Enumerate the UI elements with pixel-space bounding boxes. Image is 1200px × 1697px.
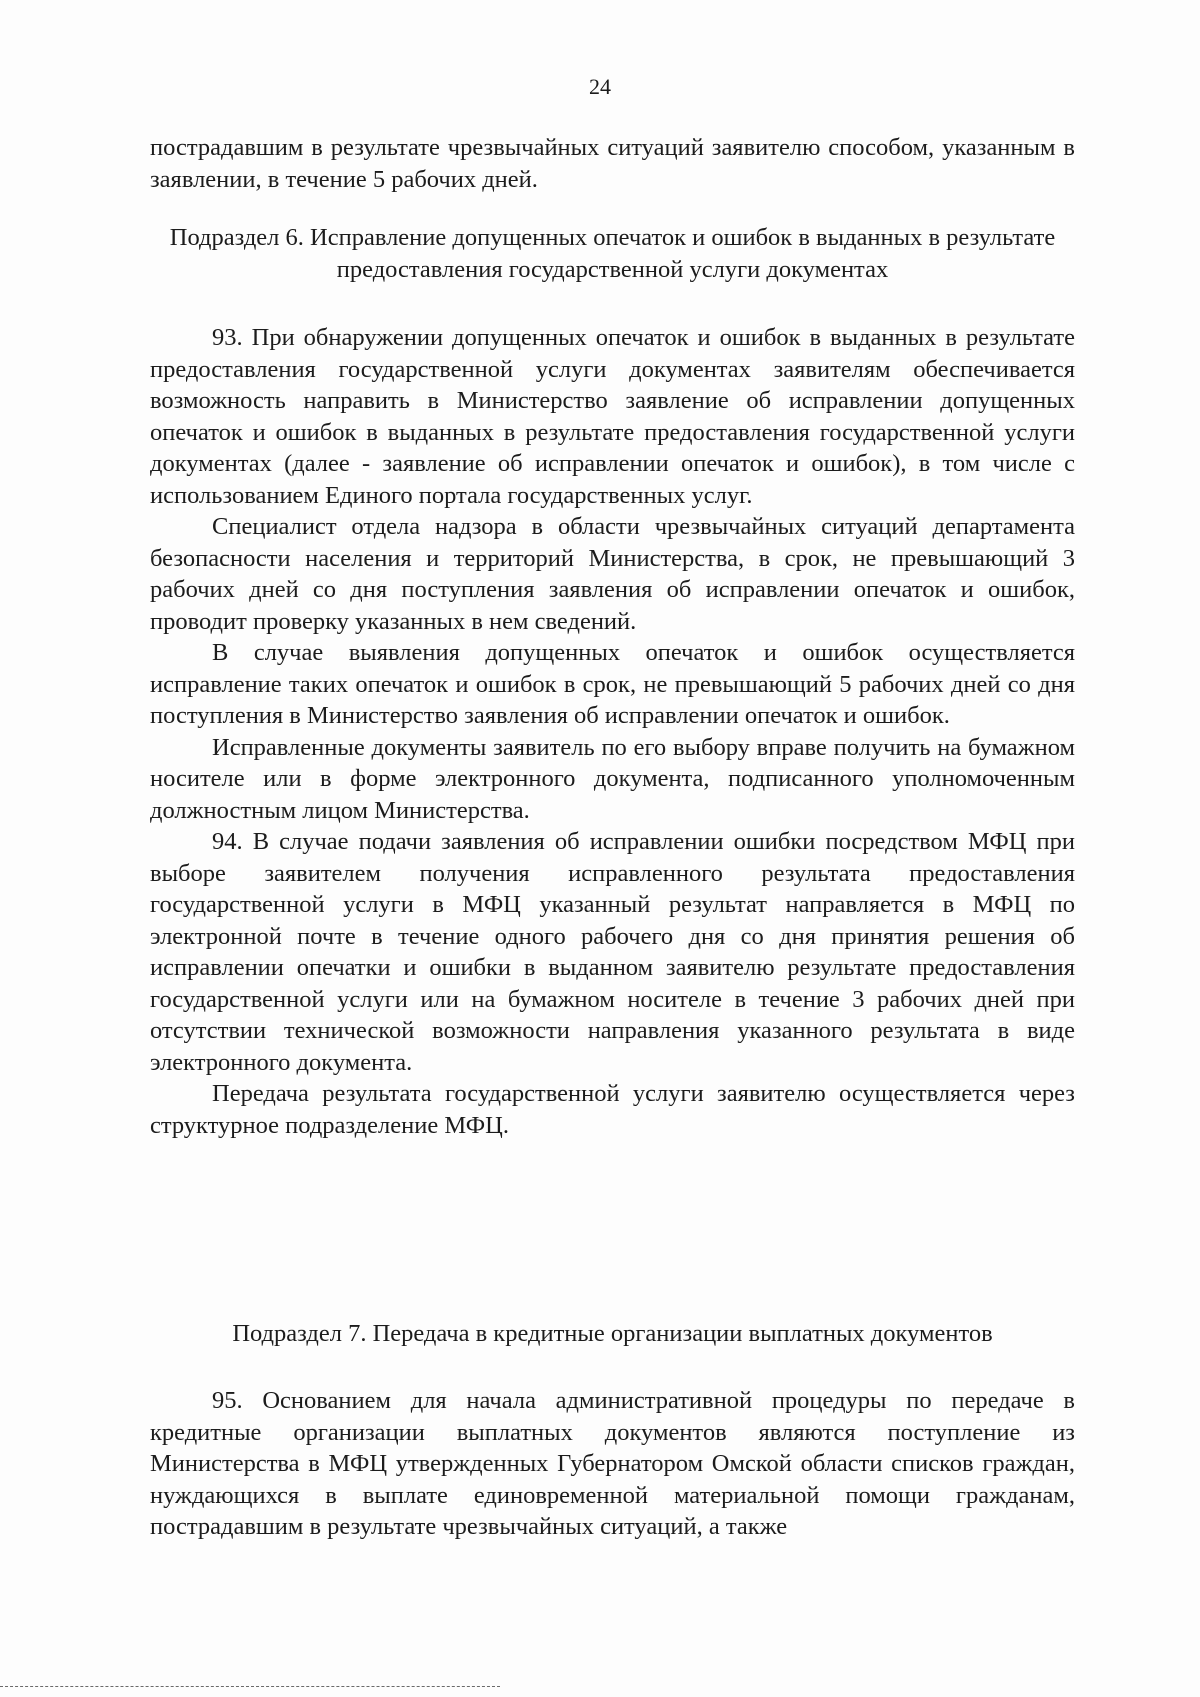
subsection-7-heading-block xyxy=(150,1318,1075,1350)
paragraph-95: 95. Основанием для начала административной процедуры по передаче в кредитные организации выплатных документов являются поступление из Министерства в МФЦ утвержденных Губернатором Омской области списков граждан, нуждающихся в выплате единовременной материальной помощи гражданам, пострадавшим в результате чрезвычайных ситуаций, а также xyxy=(150,1387,1075,1540)
subsection-7-body xyxy=(150,1385,1075,1543)
subsection-7-title: Подраздел 7. Передача в кредитные организации выплатных документов xyxy=(232,1320,993,1347)
paragraph-correction: В случае выявления допущенных опечаток и ошибок осуществляется исправление таких опечаток и ошибок в срок, не превышающий 5 рабочих дней со дня поступления в Министерство заявления об исправлении опечаток и ошибок. xyxy=(150,639,1075,729)
page-number: 24 xyxy=(589,74,611,99)
paragraph-specialist: Специалист отдела надзора в области чрезвычайных ситуаций департамента безопасности населения и территорий Министерства, в срок, не превышающий 3 рабочих дней со дня поступления заявления об исправлении опечаток и ошибок, проводит проверку указанных в нем сведений. xyxy=(150,513,1075,635)
subsection-6-title: Подраздел 6. Исправление допущенных опечаток и ошибок в выданных в результате предоставления государственной услуги документах xyxy=(169,224,1056,283)
paragraph-transfer: Передача результата государственной услуги заявителю осуществляется через структурное подразделение МФЦ. xyxy=(150,1080,1075,1139)
subsection-6-body xyxy=(150,322,1075,1141)
paragraph-93: 93. При обнаружении допущенных опечаток и ошибок в выданных в результате предоставления государственной услуги документах заявителям обеспечивается возможность направить в Министерство заявление об исправлении допущенных опечаток и ошибок в выданных в результате предоставления государственной услуги документах (далее - заявление об исправлении опечаток и ошибок), в том числе с использованием Единого портала государственных услуг. xyxy=(150,324,1075,509)
continuation-block xyxy=(150,132,1075,195)
paragraph-corrected-documents: Исправленные документы заявитель по его выбору вправе получить на бумажном носителе или в форме электронного документа, подписанного уполномоченным должностным лицом Министерства. xyxy=(150,733,1075,824)
continuation-paragraph: пострадавшим в результате чрезвычайных ситуаций заявителю способом, указанным в заявлении, в течение 5 рабочих дней. xyxy=(150,134,1075,193)
footer-separator-line xyxy=(0,1686,500,1687)
paragraph-94: 94. В случае подачи заявления об исправлении ошибки посредством МФЦ при выборе заявителем получения исправленного результата предоставления государственной услуги в МФЦ указанный результат направляется в МФЦ по электронной почте в течение одного рабочего дня со дня принятия решения об исправлении опечатки и ошибки в выданном заявителю результате предоставления государственной услуги или на бумажном носителе в течение 3 рабочих дней при отсутствии технической возможности направления указанного результата в виде электронного документа. xyxy=(150,828,1075,1076)
subsection-6-heading-block xyxy=(150,222,1075,285)
